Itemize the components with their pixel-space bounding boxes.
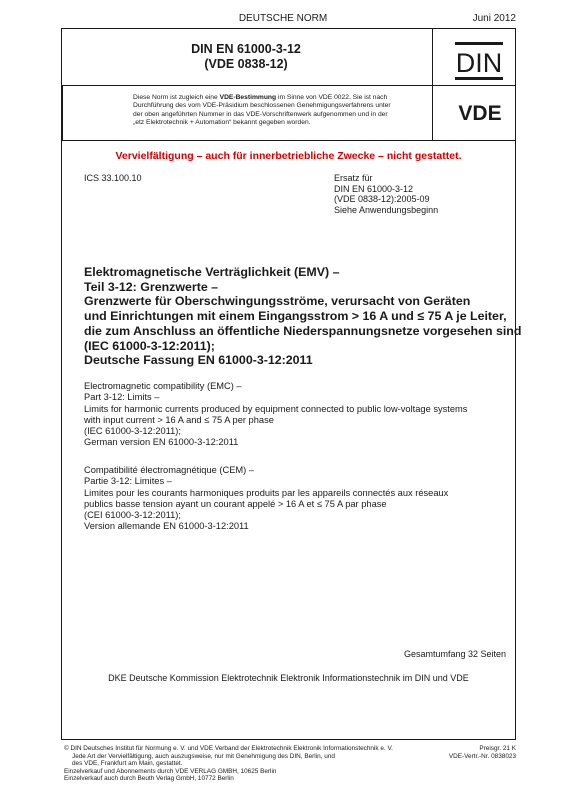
divider-line <box>62 85 515 86</box>
title-english-line: with input current > 16 A and ≤ 75 A per phase <box>84 414 274 425</box>
vde-distribution-number: VDE-Vertr.-Nr. 0838023 <box>448 752 516 760</box>
dke-line: DKE Deutsche Kommission Elektrotechnik Elektronik Informationstechnik im DIN und VDE <box>108 673 469 683</box>
footer-line: © DIN Deutsches Institut für Normung e. V. und VDE Verband der Elektrotechnik Elektronik Informationstechnik e. V. <box>64 745 393 752</box>
divider-line <box>62 140 515 141</box>
copy-warning: Vervielfältigung – auch für innerbetriebliche Zwecke – nicht gestattet. <box>115 150 462 162</box>
title-english-line: Part 3-12: Limits – <box>84 392 160 403</box>
replacement-line: (VDE 0838-12):2005-09 <box>334 194 430 204</box>
footer-price <box>449 745 516 760</box>
title-french-line: publics basse tension ayant un courant appelé > 16 A et ≤ 75 A par phase <box>84 498 387 509</box>
footer-copyright <box>64 745 464 783</box>
vde-note-line: „etz Elektrotechnik + Automation“ bekannt gegeben worden. <box>133 118 311 126</box>
vde-note <box>133 94 433 127</box>
title-english <box>84 381 509 449</box>
title-french-line: Limites pour les courants harmoniques produits par les appareils connectés aux réseaux <box>84 487 449 498</box>
din-logo <box>453 39 505 83</box>
footer-line: Einzelverkauf auch durch Beuth Verlag GmbH, 10772 Berlin <box>64 775 234 783</box>
din-logo-text: DIN <box>455 48 503 78</box>
title-french-line: (CEI 61000-3-12:2011); <box>84 510 181 521</box>
title-french <box>84 465 509 533</box>
title-german <box>84 265 522 368</box>
publication-date: Juni 2012 <box>472 13 516 24</box>
standard-number <box>61 42 431 72</box>
title-german-line: Teil 3-12: Grenzwerte – <box>84 279 219 294</box>
title-german-line: Elektromagnetische Verträglichkeit (EMV) – <box>84 265 340 279</box>
page-count: Gesamtumfang 32 Seiten <box>403 649 506 659</box>
divider-line <box>62 85 63 140</box>
title-english-line: Limits for harmonic currents produced by equipment connected to public low-voltage systems <box>84 403 468 414</box>
price-group: Preisgr. 21 K <box>479 745 516 752</box>
replacement-line: DIN EN 61000-3-12 <box>334 183 414 194</box>
vde-logo <box>451 101 509 123</box>
vde-note-line: Durchführung des vom VDE-Präsidium beschlossenen Genehmigungsverfahrens unter <box>133 102 391 110</box>
title-german-line: Deutsche Fassung EN 61000-3-12:2011 <box>84 353 313 368</box>
footer-line: Einzelverkauf und Abonnements durch VDE VERLAG GMBH, 10625 Berlin <box>64 767 277 775</box>
footer-line: des VDE, Frankfurt am Main, gestattet. <box>72 760 183 768</box>
replacement-info <box>334 173 438 215</box>
title-english-line: Electromagnetic compatibility (EMC) – <box>84 381 242 391</box>
title-german-line: die zum Anschluss an öffentliche Niederspannungsnetze vorgesehen sind <box>84 323 522 338</box>
vde-note-line: der oben angeführten Nummer in das VDE-Vorschriftenwerk aufgenommen und in der <box>133 110 388 118</box>
title-german-line: (IEC 61000-3-12:2011); <box>84 338 215 353</box>
replacement-line: Ersatz für <box>334 173 373 183</box>
title-english-line: (IEC 61000-3-12:2011); <box>84 426 181 437</box>
title-english-line: German version EN 61000-3-12:2011 <box>84 437 239 448</box>
replacement-line: Siehe Anwendungsbeginn <box>334 204 439 215</box>
title-french-line: Version allemande EN 61000-3-12:2011 <box>84 521 249 532</box>
norm-type-label: DEUTSCHE NORM <box>238 13 328 24</box>
ics-code: ICS 33.100.10 <box>84 173 142 183</box>
vde-logo-text: VDE <box>458 102 502 123</box>
title-german-line: Grenzwerte für Oberschwingungsströme, verursacht von Geräten <box>84 294 471 309</box>
title-french-line: Partie 3-12: Limites – <box>84 476 172 487</box>
footer-line: Jede Art der Vervielfältigung, auch auszugsweise, nur mit Genehmigung des DIN, Berlin, und <box>72 752 335 760</box>
vde-number: (VDE 0838-12) <box>204 57 288 71</box>
din-number: DIN EN 61000-3-12 <box>191 42 301 56</box>
title-french-line: Compatibilité électromagnétique (CEM) – <box>84 465 254 475</box>
title-german-line: und Einrichtungen mit einem Eingangsstrom > 16 A und ≤ 75 A je Leiter, <box>84 309 507 324</box>
vde-note-line: Diese Norm ist zugleich eine VDE-Bestimmung im Sinne von VDE 0022. Sie ist nach <box>133 94 388 101</box>
